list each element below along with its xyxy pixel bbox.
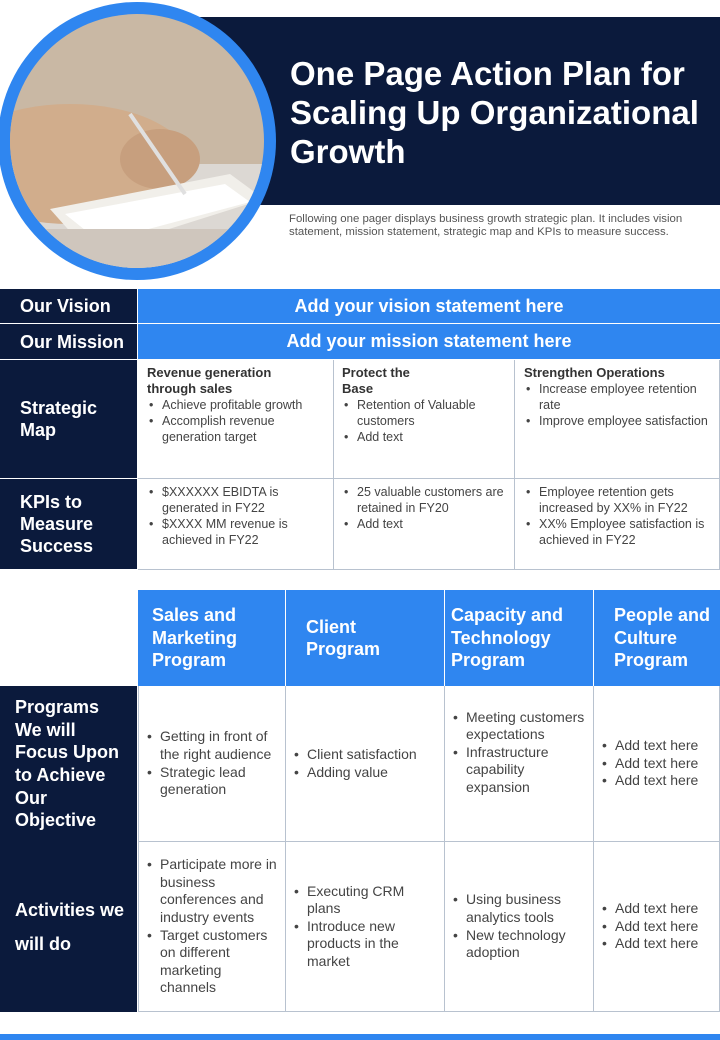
list-item: • Meeting customers expectations (451, 709, 587, 744)
mission-label (0, 324, 137, 359)
list-item: • Add text here (600, 772, 698, 790)
vision-label (0, 289, 137, 323)
activities-cell (445, 842, 594, 1012)
kpi-label-text: KPIs to Measure Success (20, 492, 94, 556)
list-item: • Add text (342, 429, 506, 445)
list-item: • Infrastructure capability expansion (451, 744, 587, 797)
list-item: • Add text here (600, 900, 698, 918)
vision-label-text: Our Vision (20, 296, 111, 316)
list-item: • Add text here (600, 737, 698, 755)
vision-statement-text: Add your vision statement here (294, 295, 564, 316)
list-item: • Add text here (600, 918, 698, 936)
strategic-cell-revenue (138, 360, 334, 479)
program-header-text: People and Culture Program (614, 605, 711, 671)
list-item: • 25 valuable customers are retained in FY20 (342, 484, 506, 516)
list-item: • Achieve profitable growth (147, 397, 325, 413)
list-item: • Executing CRM plans (292, 883, 438, 918)
list-item: • Target customers on different marketing channels (145, 927, 281, 997)
mission-statement-text: Add your mission statement here (286, 331, 572, 351)
list-item: • Accomplish revenue generation target (147, 413, 325, 445)
intro-text: Following one pager displays business growth strategic plan. It includes vision statement, mission statement, strategic map and KPIs to measure success. (289, 213, 683, 239)
list-item: • Improve employee satisfaction (524, 413, 711, 429)
focus-cell (138, 686, 286, 842)
list-item: • Participate more in business conferences and industry events (145, 856, 281, 926)
program-header (286, 590, 444, 686)
writing-hand-photo (10, 14, 264, 268)
kpi-cell (515, 479, 720, 570)
program-header (445, 590, 593, 686)
list-item: • Strategic lead generation (145, 764, 279, 799)
activities-cell (594, 842, 720, 1012)
list-item: • Retention of Valuable customers (342, 397, 506, 429)
program-header-text: Client Program (306, 616, 381, 659)
program-header-text: Capacity and Technology Program (451, 605, 564, 671)
strategic-cell-operations (515, 360, 720, 479)
list-item: • Getting in front of the right audience (145, 728, 279, 763)
kpi-cell (138, 479, 334, 570)
strategic-cell-protect (334, 360, 515, 479)
list-item: • Employee retention gets increased by XX% in FY22 (524, 484, 711, 516)
vision-statement (138, 289, 720, 323)
list-item: • New technology adoption (451, 927, 587, 962)
page-title: One Page Action Plan for Scaling Up Organizational Growth (290, 55, 699, 170)
program-header (138, 590, 285, 686)
list-item: • $XXXX MM revenue is achieved in FY22 (147, 516, 325, 548)
kpi-label (0, 479, 137, 569)
focus-cell (594, 686, 720, 842)
strategic-map-label-text: Strategic Map (20, 398, 98, 440)
activities-label (0, 842, 137, 1012)
mission-statement (138, 324, 720, 359)
kpi-cell (334, 479, 515, 570)
strategic-map-label (0, 360, 137, 478)
list-item: • Introduce new products in the market (292, 918, 438, 971)
list-item: • Add text here (600, 755, 698, 773)
focus-cell (445, 686, 594, 842)
program-header-text: Sales and Marketing Program (152, 605, 238, 671)
list-item: • $XXXXXX EBIDTA is generated in FY22 (147, 484, 325, 516)
strategic-title: Revenue generation through sales (147, 365, 272, 396)
list-item: • Client satisfaction (292, 746, 417, 764)
list-item: • Increase employee retention rate (524, 381, 711, 413)
focus-label-text: Programs We will Focus Upon to Achieve Our Objective (15, 697, 119, 831)
activities-cell (286, 842, 445, 1012)
list-item: • Adding value (292, 764, 417, 782)
program-header (594, 590, 720, 686)
strategic-title: Protect the Base (342, 365, 410, 396)
focus-label (0, 686, 137, 842)
activities-label-text: Activities we will do (15, 900, 125, 954)
list-item: • Using business analytics tools (451, 891, 587, 926)
list-item: • Add text here (600, 935, 698, 953)
footer-bar (0, 1034, 720, 1040)
mission-label-text: Our Mission (20, 331, 125, 352)
strategic-title: Strengthen Operations (524, 365, 665, 380)
list-item: • XX% Employee satisfaction is achieved in FY22 (524, 516, 711, 548)
list-item: • Add text (342, 516, 506, 532)
activities-cell (138, 842, 286, 1012)
focus-cell (286, 686, 445, 842)
